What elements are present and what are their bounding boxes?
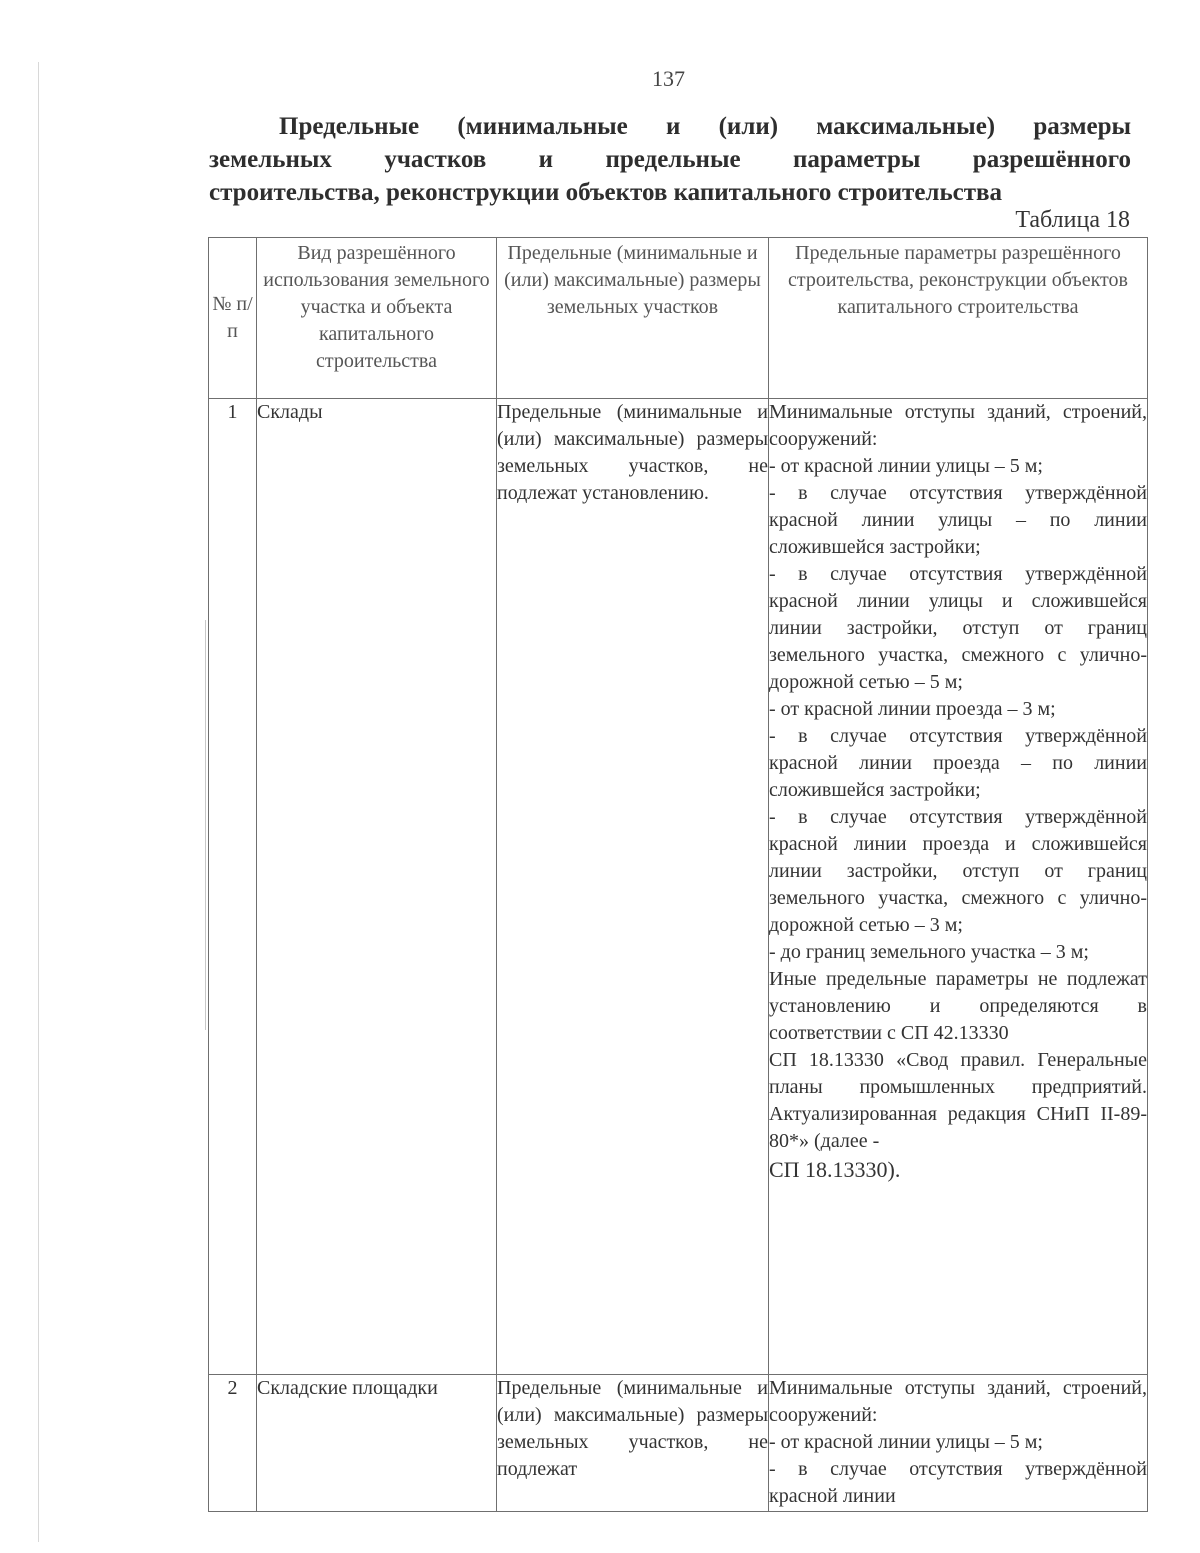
row-use-type: Складские площадки (257, 1375, 497, 1512)
heading-line-2: земельных участков и предельные параметры разрешённого (209, 146, 1131, 173)
param-line: - до границ земельного участка – 3 м; (769, 941, 1089, 963)
row-plot-sizes: Предельные (минимальные и (или) максимальные) размеры земельных участков, не подлежат установлению. (497, 399, 769, 1375)
table-row (209, 399, 1148, 1375)
param-line: СП 18.13330 «Свод правил. Генеральные планы промышленных предприятий. Актуализированная редакция СНиП II-89-80*» (далее - (769, 1049, 1147, 1152)
param-line-tail: СП 18.13330). (769, 1157, 901, 1182)
row-parameters (769, 399, 1148, 1375)
page-margin-line (38, 62, 39, 1542)
row-parameters (769, 1375, 1148, 1512)
heading-line-3: строительства, реконструкции объектов капитального строительства (209, 179, 1003, 206)
param-line: - в случае отсутствия утверждённой красной линии улицы и сложившейся линии застройки, отступ от границ земельного участка, смежного с улично-дорожной сетью – 5 м; (769, 563, 1147, 693)
param-line: Иные предельные параметры не подлежат установлению и определяются в соответствии с СП 42.13330 (769, 968, 1147, 1044)
table-row (209, 1375, 1148, 1512)
param-line: - в случае отсутствия утверждённой красной линии проезда – по линии сложившейся застройки; (769, 725, 1147, 801)
param-line: Минимальные отступы зданий, строений, сооружений: (769, 1377, 1147, 1426)
param-line: Минимальные отступы зданий, строений, сооружений: (769, 401, 1147, 450)
zoning-parameters-table (208, 237, 1148, 1512)
row-number: 1 (209, 399, 257, 1375)
row-number: 2 (209, 1375, 257, 1512)
header-number: № п/п (209, 238, 257, 399)
param-line: - от красной линии улицы – 5 м; (769, 1431, 1043, 1453)
param-line: - от красной линии улицы – 5 м; (769, 455, 1043, 477)
scan-artifact-line (205, 620, 206, 1030)
table-caption: Таблица 18 (1015, 207, 1130, 233)
header-use-type: Вид разрешённого использования земельного участка и объекта капитального строительства (257, 238, 497, 399)
page-number: 137 (652, 66, 685, 91)
header-plot-sizes: Предельные (минимальные и (или) максимальные) размеры земельных участков (497, 238, 769, 399)
param-line: - в случае отсутствия утверждённой красной линии улицы – по линии сложившейся застройки; (769, 482, 1147, 558)
table-header-row (209, 238, 1148, 399)
header-parameters: Предельные параметры разрешённого строительства, реконструкции объектов капитального строительства (769, 238, 1148, 399)
document-heading (209, 110, 1131, 209)
row-plot-sizes: Предельные (минимальные и (или) максимальные) размеры земельных участков, не подлежат (497, 1375, 769, 1512)
param-line: - в случае отсутствия утверждённой красной линии проезда и сложившейся линии застройки, отступ от границ земельного участка, смежного с улично-дорожной сетью – 3 м; (769, 806, 1147, 936)
param-line: - от красной линии проезда – 3 м; (769, 698, 1056, 720)
heading-line-1: Предельные (минимальные и (или) максимальные) размеры (279, 113, 1131, 140)
param-line: - в случае отсутствия утверждённой красной линии (769, 1458, 1147, 1507)
row-use-type: Склады (257, 399, 497, 1375)
